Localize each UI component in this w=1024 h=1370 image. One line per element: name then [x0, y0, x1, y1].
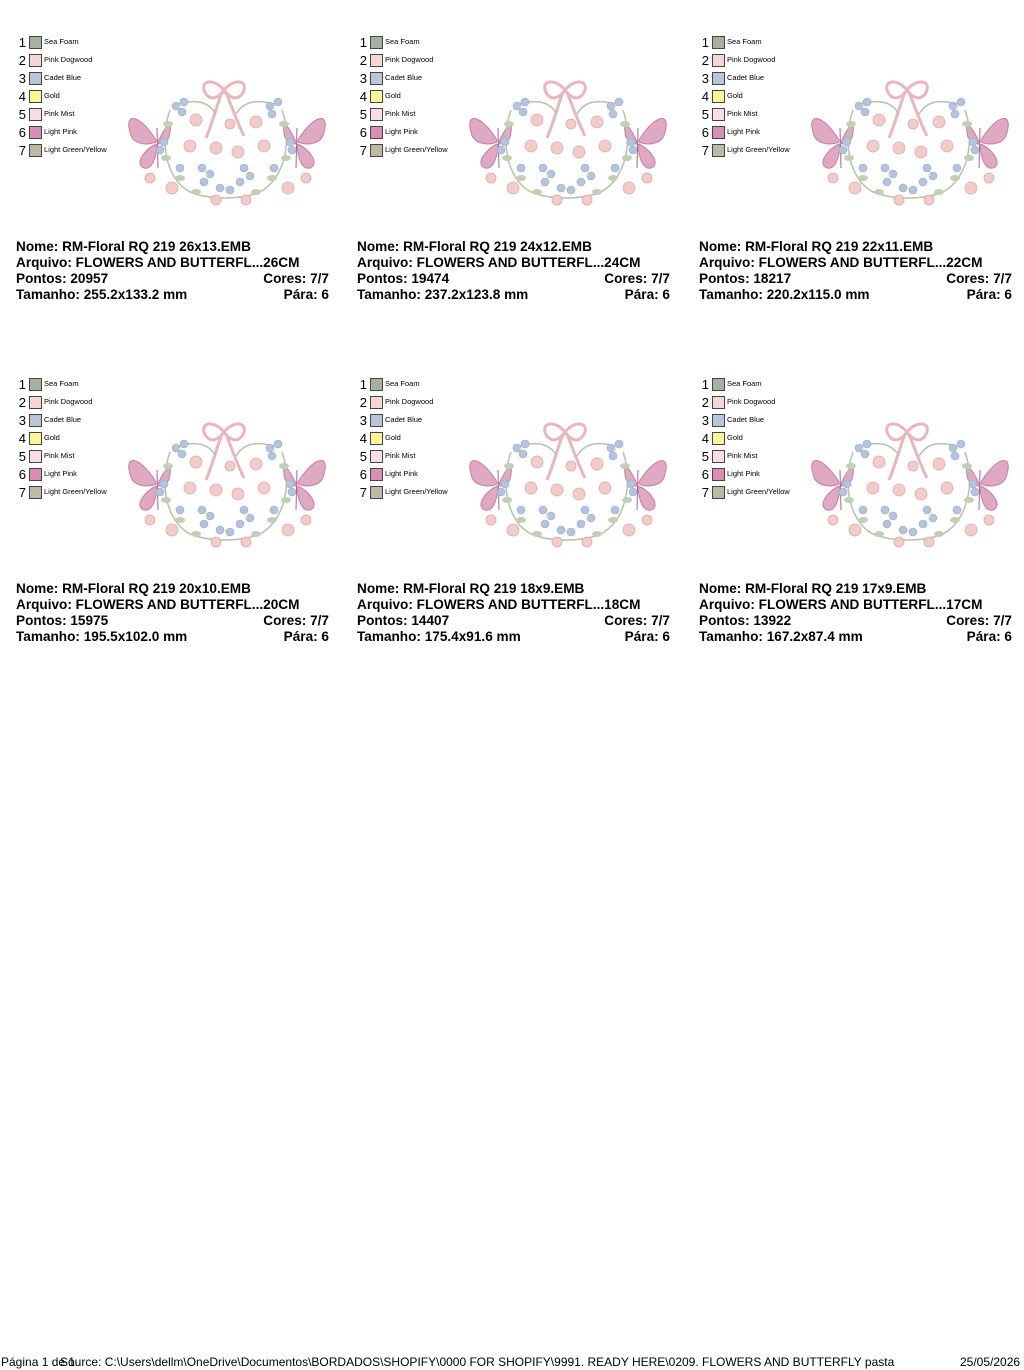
thread-number: 2 — [701, 53, 709, 68]
thread-color-row — [697, 412, 807, 430]
thread-color-swatch — [370, 486, 383, 499]
thread-number: 5 — [359, 107, 367, 122]
thread-color-row — [355, 34, 465, 52]
thread-number: 6 — [701, 125, 709, 140]
thread-color-row — [697, 466, 807, 484]
design-name-text: Nome: RM-Floral RQ 219 20x10.EMB — [16, 581, 251, 596]
thread-color-name: Sea Foam — [385, 37, 420, 46]
design-card — [691, 8, 1011, 328]
design-stitches-colors — [699, 271, 1012, 287]
embroidery-preview — [461, 28, 673, 208]
thread-number: 5 — [359, 449, 367, 464]
thread-color-swatch — [370, 378, 383, 391]
thread-color-row — [355, 88, 465, 106]
embroidery-preview — [461, 370, 673, 550]
thread-color-swatch — [370, 72, 383, 85]
thread-color-swatch — [29, 414, 42, 427]
design-name — [357, 239, 670, 255]
thread-number: 4 — [359, 89, 367, 104]
design-name — [699, 239, 1012, 255]
design-size: Tamanho: 175.4x91.6 mm — [357, 629, 521, 644]
design-card — [349, 8, 669, 328]
thread-number: 6 — [359, 125, 367, 140]
thread-color-row — [355, 466, 465, 484]
embroidery-design-image — [470, 82, 667, 205]
thread-color-swatch — [370, 468, 383, 481]
thread-number: 1 — [359, 377, 367, 392]
thread-color-name: Sea Foam — [44, 37, 79, 46]
stop-count: Pára: 6 — [624, 629, 670, 644]
thread-color-row — [14, 142, 124, 160]
thread-number: 1 — [18, 35, 26, 50]
thread-number: 1 — [359, 35, 367, 50]
thread-number: 1 — [701, 35, 709, 50]
thread-number: 4 — [18, 431, 26, 446]
stitch-count: Pontos: 14407 — [357, 613, 450, 628]
thread-color-swatch — [712, 396, 725, 409]
thread-color-legend — [355, 34, 465, 160]
thread-color-name: Light Pink — [385, 469, 418, 478]
thread-number: 7 — [359, 143, 367, 158]
thread-color-name: Cadet Blue — [727, 73, 765, 82]
thread-color-legend — [697, 34, 807, 160]
thread-color-name: Sea Foam — [727, 37, 762, 46]
thread-number: 6 — [359, 467, 367, 482]
thread-color-row — [14, 124, 124, 142]
design-name — [699, 581, 1012, 597]
thread-number: 7 — [18, 485, 26, 500]
thread-color-name: Pink Mist — [385, 109, 416, 118]
design-size: Tamanho: 255.2x133.2 mm — [16, 287, 188, 302]
thread-color-swatch — [370, 450, 383, 463]
thread-color-row — [697, 142, 807, 160]
design-size-stops — [699, 629, 1012, 645]
thread-number: 7 — [701, 143, 709, 158]
thread-color-swatch — [712, 486, 725, 499]
thread-number: 7 — [701, 485, 709, 500]
thread-color-row — [14, 466, 124, 484]
thread-color-row — [14, 448, 124, 466]
design-info — [357, 239, 670, 303]
thread-color-row — [355, 124, 465, 142]
thread-number: 3 — [359, 71, 367, 86]
embroidery-design-image — [812, 82, 1009, 205]
design-file — [357, 597, 670, 613]
thread-color-name: Cadet Blue — [385, 73, 423, 82]
thread-color-legend — [14, 34, 124, 160]
thread-color-swatch — [29, 54, 42, 67]
thread-color-row — [14, 484, 124, 502]
thread-color-swatch — [712, 468, 725, 481]
design-file — [16, 255, 329, 271]
embroidery-design-image — [129, 82, 326, 205]
design-file-text: Arquivo: FLOWERS AND BUTTERFL...18CM — [357, 597, 641, 612]
thread-color-swatch — [370, 414, 383, 427]
thread-color-name: Pink Dogwood — [44, 397, 93, 406]
thread-color-row — [14, 376, 124, 394]
page-number: Página 1 de 1 — [1, 1355, 76, 1369]
thread-number: 6 — [701, 467, 709, 482]
thread-color-name: Pink Dogwood — [44, 55, 93, 64]
design-info — [699, 581, 1012, 645]
thread-color-name: Pink Mist — [727, 451, 758, 460]
thread-color-name: Light Pink — [727, 127, 760, 136]
design-size: Tamanho: 220.2x115.0 mm — [699, 287, 870, 302]
thread-color-name: Pink Mist — [385, 451, 416, 460]
design-card — [349, 350, 669, 670]
stitch-count: Pontos: 20957 — [16, 271, 109, 286]
design-file — [16, 597, 329, 613]
thread-color-swatch — [29, 144, 42, 157]
thread-color-row — [697, 88, 807, 106]
design-stitches-colors — [357, 271, 670, 287]
thread-color-name: Cadet Blue — [727, 415, 765, 424]
thread-color-row — [355, 394, 465, 412]
thread-color-swatch — [29, 396, 42, 409]
color-count: Cores: 7/7 — [263, 271, 329, 286]
thread-color-swatch — [712, 414, 725, 427]
design-name — [357, 581, 670, 597]
design-name — [16, 239, 329, 255]
thread-color-swatch — [370, 36, 383, 49]
thread-color-row — [697, 376, 807, 394]
thread-color-name: Light Green/Yellow — [727, 487, 790, 496]
design-file — [699, 597, 1012, 613]
embroidery-design-image — [470, 424, 667, 547]
embroidery-preview — [803, 370, 1015, 550]
design-stitches-colors — [357, 613, 670, 629]
thread-color-row — [14, 430, 124, 448]
page-footer — [0, 1354, 1024, 1370]
thread-color-name: Sea Foam — [385, 379, 420, 388]
thread-color-name: Light Pink — [44, 127, 77, 136]
thread-color-legend — [355, 376, 465, 502]
thread-color-swatch — [29, 432, 42, 445]
thread-number: 7 — [359, 485, 367, 500]
embroidery-design-image — [129, 424, 326, 547]
thread-color-swatch — [370, 432, 383, 445]
thread-color-swatch — [370, 90, 383, 103]
embroidery-preview — [120, 370, 332, 550]
thread-color-row — [355, 430, 465, 448]
thread-number: 6 — [18, 125, 26, 140]
design-stitches-colors — [16, 613, 329, 629]
design-info — [699, 239, 1012, 303]
thread-color-swatch — [712, 378, 725, 391]
design-size-stops — [699, 287, 1012, 303]
thread-color-name: Light Pink — [44, 469, 77, 478]
thread-color-name: Light Green/Yellow — [385, 487, 448, 496]
design-file-text: Arquivo: FLOWERS AND BUTTERFL...17CM — [699, 597, 983, 612]
design-info — [357, 581, 670, 645]
thread-color-swatch — [370, 108, 383, 121]
thread-color-row — [697, 394, 807, 412]
thread-color-row — [355, 52, 465, 70]
print-date: 25/05/2026 — [960, 1355, 1021, 1369]
embroidery-design-image — [812, 424, 1009, 547]
thread-color-row — [355, 70, 465, 88]
design-info — [16, 239, 329, 303]
stop-count: Pára: 6 — [966, 287, 1012, 302]
stop-count: Pára: 6 — [283, 287, 329, 302]
design-info — [16, 581, 329, 645]
design-name — [16, 581, 329, 597]
thread-color-name: Light Green/Yellow — [44, 487, 107, 496]
thread-number: 5 — [701, 107, 709, 122]
thread-color-name: Pink Dogwood — [385, 55, 434, 64]
design-size: Tamanho: 195.5x102.0 mm — [16, 629, 188, 644]
thread-color-row — [355, 142, 465, 160]
stitch-count: Pontos: 18217 — [699, 271, 792, 286]
design-card — [8, 8, 328, 328]
thread-color-row — [355, 448, 465, 466]
thread-color-swatch — [29, 468, 42, 481]
thread-color-swatch — [712, 450, 725, 463]
thread-color-swatch — [29, 450, 42, 463]
color-count: Cores: 7/7 — [263, 613, 329, 628]
thread-color-name: Pink Mist — [727, 109, 758, 118]
thread-number: 5 — [18, 449, 26, 464]
thread-number: 3 — [701, 413, 709, 428]
thread-color-swatch — [29, 486, 42, 499]
stitch-count: Pontos: 13922 — [699, 613, 792, 628]
stitch-count: Pontos: 19474 — [357, 271, 450, 286]
thread-number: 3 — [18, 71, 26, 86]
thread-number: 3 — [701, 71, 709, 86]
thread-color-name: Gold — [727, 433, 743, 442]
thread-color-swatch — [29, 108, 42, 121]
thread-color-row — [14, 106, 124, 124]
embroidery-preview — [803, 28, 1015, 208]
stitch-count: Pontos: 15975 — [16, 613, 109, 628]
thread-color-swatch — [712, 36, 725, 49]
thread-color-row — [697, 430, 807, 448]
thread-color-row — [355, 376, 465, 394]
thread-color-swatch — [370, 54, 383, 67]
thread-color-swatch — [712, 432, 725, 445]
thread-color-row — [697, 124, 807, 142]
thread-color-name: Light Pink — [727, 469, 760, 478]
thread-color-name: Pink Dogwood — [727, 397, 776, 406]
thread-color-row — [697, 484, 807, 502]
thread-color-name: Sea Foam — [727, 379, 762, 388]
thread-color-row — [697, 70, 807, 88]
design-file-text: Arquivo: FLOWERS AND BUTTERFL...24CM — [357, 255, 641, 270]
source-path: Source: C:\Users\dellm\OneDrive\Documentos\BORDADOS\SHOPIFY\0000 FOR SHOPIFY\9991. READY HERE\0209. FLOWERS AND BUTTERFLY pasta — [60, 1355, 895, 1369]
thread-color-swatch — [712, 144, 725, 157]
thread-color-row — [355, 412, 465, 430]
design-size-stops — [16, 287, 329, 303]
thread-number: 2 — [701, 395, 709, 410]
thread-color-swatch — [29, 126, 42, 139]
design-file-text: Arquivo: FLOWERS AND BUTTERFL...26CM — [16, 255, 300, 270]
thread-color-swatch — [712, 54, 725, 67]
thread-number: 4 — [701, 431, 709, 446]
thread-color-row — [14, 52, 124, 70]
thread-color-row — [697, 448, 807, 466]
thread-number: 2 — [18, 53, 26, 68]
thread-color-swatch — [29, 378, 42, 391]
stop-count: Pára: 6 — [624, 287, 670, 302]
design-file-text: Arquivo: FLOWERS AND BUTTERFL...22CM — [699, 255, 983, 270]
thread-number: 3 — [18, 413, 26, 428]
thread-number: 2 — [359, 395, 367, 410]
thread-color-name: Gold — [385, 91, 401, 100]
thread-number: 3 — [359, 413, 367, 428]
thread-color-row — [697, 52, 807, 70]
thread-color-row — [14, 394, 124, 412]
design-file — [357, 255, 670, 271]
color-count: Cores: 7/7 — [604, 271, 670, 286]
design-stitches-colors — [16, 271, 329, 287]
thread-number: 7 — [18, 143, 26, 158]
thread-color-name: Sea Foam — [44, 379, 79, 388]
thread-color-swatch — [370, 126, 383, 139]
thread-number: 1 — [18, 377, 26, 392]
design-file — [699, 255, 1012, 271]
color-count: Cores: 7/7 — [604, 613, 670, 628]
thread-color-swatch — [29, 90, 42, 103]
color-count: Cores: 7/7 — [946, 271, 1012, 286]
thread-color-name: Gold — [44, 433, 60, 442]
thread-color-row — [14, 412, 124, 430]
design-size-stops — [357, 629, 670, 645]
color-count: Cores: 7/7 — [946, 613, 1012, 628]
thread-color-row — [697, 34, 807, 52]
thread-color-swatch — [370, 144, 383, 157]
thread-color-name: Pink Dogwood — [727, 55, 776, 64]
thread-color-row — [355, 484, 465, 502]
thread-color-swatch — [712, 126, 725, 139]
thread-number: 4 — [359, 431, 367, 446]
stop-count: Pára: 6 — [283, 629, 329, 644]
thread-color-legend — [697, 376, 807, 502]
design-size-stops — [357, 287, 670, 303]
design-size: Tamanho: 237.2x123.8 mm — [357, 287, 529, 302]
thread-number: 4 — [18, 89, 26, 104]
thread-color-name: Light Green/Yellow — [727, 145, 790, 154]
thread-number: 6 — [18, 467, 26, 482]
design-stitches-colors — [699, 613, 1012, 629]
design-file-text: Arquivo: FLOWERS AND BUTTERFL...20CM — [16, 597, 300, 612]
design-name-text: Nome: RM-Floral RQ 219 18x9.EMB — [357, 581, 585, 596]
thread-number: 2 — [18, 395, 26, 410]
thread-color-name: Light Pink — [385, 127, 418, 136]
thread-color-swatch — [370, 396, 383, 409]
thread-color-row — [14, 70, 124, 88]
thread-color-name: Pink Dogwood — [385, 397, 434, 406]
thread-color-name: Gold — [727, 91, 743, 100]
thread-color-row — [355, 106, 465, 124]
thread-color-name: Pink Mist — [44, 109, 75, 118]
thread-color-swatch — [712, 108, 725, 121]
thread-number: 5 — [18, 107, 26, 122]
thread-color-name: Cadet Blue — [385, 415, 423, 424]
thread-color-name: Pink Mist — [44, 451, 75, 460]
design-card — [691, 350, 1011, 670]
thread-color-legend — [14, 376, 124, 502]
design-card — [8, 350, 328, 670]
embroidery-preview — [120, 28, 332, 208]
thread-color-name: Light Green/Yellow — [44, 145, 107, 154]
thread-color-row — [14, 88, 124, 106]
thread-color-name: Cadet Blue — [44, 415, 82, 424]
design-size-stops — [16, 629, 329, 645]
design-name-text: Nome: RM-Floral RQ 219 26x13.EMB — [16, 239, 251, 254]
thread-color-swatch — [712, 72, 725, 85]
thread-number: 5 — [701, 449, 709, 464]
thread-color-row — [697, 106, 807, 124]
design-name-text: Nome: RM-Floral RQ 219 22x11.EMB — [699, 239, 934, 254]
thread-number: 1 — [701, 377, 709, 392]
thread-color-swatch — [712, 90, 725, 103]
thread-number: 4 — [701, 89, 709, 104]
design-name-text: Nome: RM-Floral RQ 219 17x9.EMB — [699, 581, 927, 596]
thread-color-swatch — [29, 36, 42, 49]
thread-color-name: Cadet Blue — [44, 73, 82, 82]
design-name-text: Nome: RM-Floral RQ 219 24x12.EMB — [357, 239, 592, 254]
design-size: Tamanho: 167.2x87.4 mm — [699, 629, 863, 644]
thread-color-name: Gold — [385, 433, 401, 442]
thread-color-row — [14, 34, 124, 52]
thread-number: 2 — [359, 53, 367, 68]
thread-color-swatch — [29, 72, 42, 85]
stop-count: Pára: 6 — [966, 629, 1012, 644]
thread-color-name: Light Green/Yellow — [385, 145, 448, 154]
thread-color-name: Gold — [44, 91, 60, 100]
